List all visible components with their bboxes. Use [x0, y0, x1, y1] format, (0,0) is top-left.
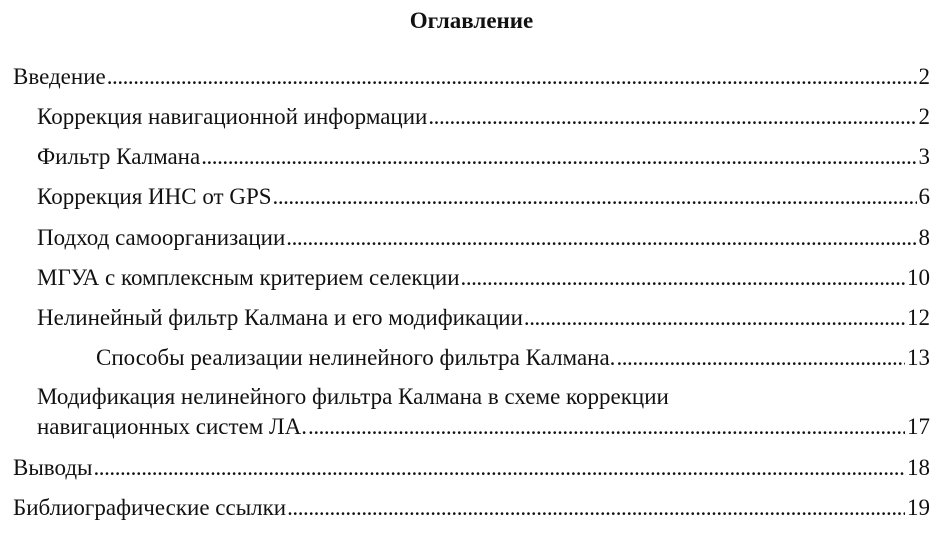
- dot-leader: [428, 103, 916, 131]
- toc-entry-page: 18: [907, 455, 930, 480]
- toc-entry-nonlinear-kalman-modification[interactable]: [37, 413, 930, 441]
- toc-entry-label: Нелинейный фильтр Калмана и его модификации: [37, 305, 523, 330]
- toc-entry-nonlinear-kalman-methods[interactable]: [96, 344, 930, 372]
- toc-entry-introduction[interactable]: [13, 63, 930, 91]
- dot-leader: [273, 183, 917, 211]
- toc-entry-page: 3: [918, 144, 930, 169]
- dot-leader: [461, 264, 905, 292]
- dot-leader: [94, 454, 906, 482]
- toc-entry-page: 13: [907, 345, 930, 370]
- toc-entry-kalman-filter[interactable]: [37, 143, 930, 171]
- toc-entry-label: Коррекция ИНС от GPS: [37, 184, 272, 209]
- toc-entry-nonlinear-kalman[interactable]: [37, 304, 930, 332]
- toc-entry-label-line2: навигационных систем ЛА.: [37, 414, 308, 439]
- toc-entry-label: Фильтр Калмана: [37, 144, 201, 169]
- toc-entry-label: Коррекция навигационной информации: [37, 104, 428, 129]
- dot-leader: [616, 344, 905, 372]
- toc-entry-page: 17: [907, 414, 930, 439]
- dot-leader: [287, 494, 905, 522]
- toc-entry-navigation-correction[interactable]: [37, 103, 930, 131]
- toc-entry-self-organization[interactable]: [37, 224, 930, 252]
- toc-entry-page: 6: [918, 184, 930, 209]
- toc-entry-label: Способы реализации нелинейного фильтра Калмана.: [96, 345, 616, 370]
- toc-entry-page: 8: [918, 225, 930, 250]
- toc-entry-page: 12: [907, 305, 930, 330]
- toc-entry-gmdh-criterion[interactable]: [37, 264, 930, 292]
- toc-entry-conclusions[interactable]: [13, 454, 930, 482]
- toc-entry-label: Библиографические ссылки: [13, 495, 287, 520]
- toc-entry-label: Введение: [13, 64, 106, 89]
- toc-entry-page: 2: [918, 104, 930, 129]
- dot-leader: [286, 224, 916, 252]
- dot-leader: [107, 63, 917, 91]
- toc-entry-label: Выводы: [13, 455, 93, 480]
- toc-entry-label-line1[interactable]: Модификация нелинейного фильтра Калмана в схеме коррекции: [37, 384, 669, 409]
- toc-entry-page: 2: [918, 64, 930, 89]
- dot-leader: [201, 143, 916, 171]
- toc-entry-references[interactable]: [13, 494, 930, 522]
- toc-entry-label: Подход самоорганизации: [37, 225, 286, 250]
- toc-entry-page: 19: [907, 495, 930, 520]
- dot-leader: [308, 413, 905, 441]
- toc-entry-label: МГУА с комплексным критерием селекции: [37, 265, 460, 290]
- toc-title: Оглавление: [409, 8, 534, 33]
- toc-entry-ins-gps-correction[interactable]: [37, 183, 930, 211]
- dot-leader: [524, 304, 905, 332]
- toc-entry-page: 10: [907, 265, 930, 290]
